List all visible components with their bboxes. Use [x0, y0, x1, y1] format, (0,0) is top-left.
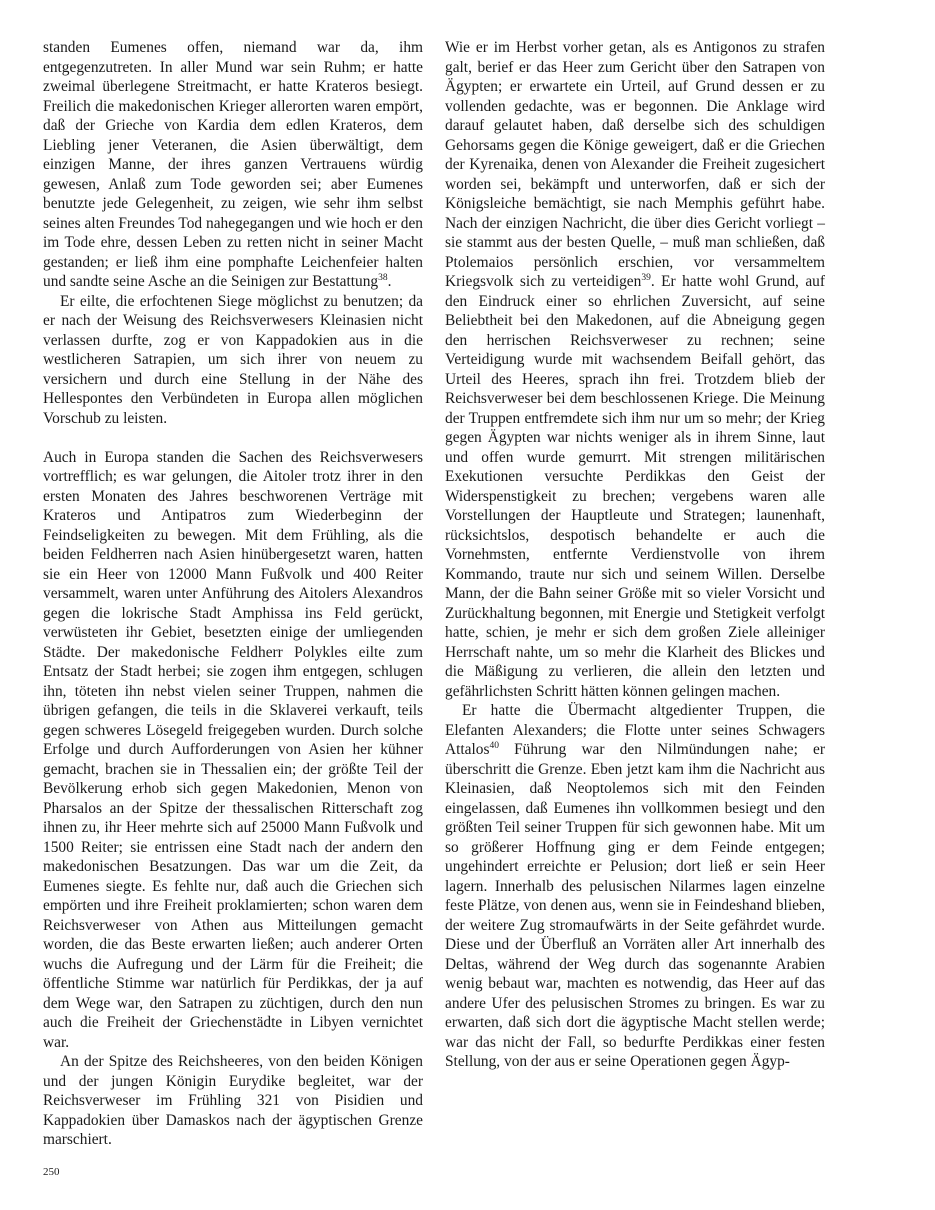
right-column: [445, 38, 825, 1072]
paragraph-text: Auch in Europa standen die Sachen des Reichsverwesers vortrefflich; es war gelungen, die Aitoler trotz ihrer in den ersten Monaten des Jahres beschworenen Verträge mit Krateros und Antipatros zum Wiederbeginn der Feindseligkeiten zu bewegen. Mit dem Frühling, als die beiden Feldherren nach Asien hinübergesetzt waren, hatten sie ein Heer von 12000 Mann Fußvolk und 400 Reiter versammelt, waren unter Anführung des Aitolers Alexandros gegen die lokrische Stadt Amphissa ins Feld gerückt, verwüsteten ihr Gebiet, besetzten einige der umliegenden Städte. Der makedonische Feldherr Polykles eilte zum Entsatz der Stadt herbei; sie zogen ihm entgegen, schlugen ihn, töteten ihn nebst vielen seiner Truppen, nahmen die übrigen gefangen, die teils in die Sklaverei verkauft, teils gegen schweres Lösegeld freigegeben wurden. Durch solche Erfolge und durch Aufforderungen von Asien her kühner gemacht, brachen sie in Thessalien ein; der größte Teil der Bevölkerung erhob sich gegen Makedonien, Menon von Pharsalos an der Spitze der thessalischen Ritterschaft zog ihnen zu, ihr Heer mehrte sich auf 25000 Mann Fußvolk und 1500 Reiter; sie entrissen eine Stadt nach der andern den makedonischen Besatzungen. Das war um die Zeit, da Eumenes siegte. Es fehlte nur, daß auch die Griechen sich empörten und ihre Freiheit proklamierten; schon waren dem Reichsverweser von Athen aus Mitteilungen gemacht worden, die das Beste erwarten ließen; auch anderer Orten wuchs die Aufregung und der Lärm für die Freiheit; die öffentliche Stimme war natürlich für Perdikkas, der ja auf dem Wege war, den Satrapen zu züchtigen, durch den nun auch die Freiheit der Griechenstädte in Libyen vernichtet war.: [43, 448, 423, 1051]
paragraph-text: .: [387, 273, 392, 290]
paragraph-text: Führung war den Nilmündungen nahe; er überschritt die Grenze. Eben jetzt kam ihm die Nachricht aus Kleinasien, daß Neoptolemos sich mit den Feinden eingelassen, daß Eumenes ihn vollkommen besiegt und den größten Teil seiner Truppen für sich gewonnen habe. Mit um so größerer Hoffnung ging er dem Feinde entgegen; ungehindert erreichte er Pelusion; dort ließ er sein Heer lagern. Innerhalb des pelusischen Nilarmes lagen einzelne feste Plätze, von denen aus, wenn sie in Feindeshand blieben, der weitere Zug stromaufwärts in der Seite gefährdet wurde. Diese und der Überfluß an Vorräten aller Art innerhalb des Deltas, während der Weg durch das sogenannte Arabien wenig bebaut war, machten es notwendig, das Heer auf das andere Ufer des pelusischen Stromes zu bringen. Es war zu erwarten, daß sich dort die ägyptische Macht stellen werde; war das nicht der Fall, so bedurfte Perdikkas einer festen Stellung, von der aus er seine Operationen gegen Ägyp-: [445, 741, 825, 1070]
paragraph: [43, 1052, 423, 1150]
paragraph-text: Er eilte, die erfochtenen Siege möglichst zu benutzen; da er nach der Weisung des Reichsverwesers Kleinasien nicht verlassen durfte, zog er von Kappadokien aus in die westlicheren Satrapien, um sich ihrer von neuem zu versichern und durch eine Stellung in der Nähe des Hellespontes den Verbündeten in Europa allen möglichen Vorschub zu leisten.: [43, 292, 423, 427]
left-column: [43, 38, 423, 1150]
paragraph-text: Wie er im Herbst vorher getan, als es Antigonos zu strafen galt, berief er das Heer zum Gericht über den Satrapen von Ägypten; er erwartete ein Urteil, auf Grund dessen er zu vollenden gedachte, was er begonnen. Die Anklage wird darauf gelautet haben, daß derselbe sich des schuldigen Gehorsams gegen die Könige geweigert, daß er die Griechen der Kyrenaika, denen von Alexander die Freiheit zugesichert worden sei, bekämpft und unterworfen, daß er sich der Königsleiche bemächtigt, sie nach Memphis geführt habe. Nach der einzigen Nachricht, die über dies Gericht vorliegt – sie stammt aus der besten Quelle, – muß man schließen, daß Ptolemaios persönlich erschien, vor versammeltem Kriegsvolk sich zu verteidigen: [445, 39, 825, 290]
footnote-ref: 40: [489, 741, 499, 751]
paragraph-text: standen Eumenes offen, niemand war da, ihm entgegenzutreten. In aller Mund war sein Ruhm; er hatte zweimal überlegene Streitmacht, er hatte Krateros besiegt. Freilich die makedonischen Krieger allerorten waren empört, daß der Grieche von Kardia dem edlen Krateros, dem Liebling jener Veteranen, die Asien überwältigt, dem einzigen Manne, der ihres ganzen Vertrauens würdig gewesen, Anlaß zum Tode geworden sei; aber Eumenes benutzte jede Gelegenheit, zu zeigen, wie sehr ihm selbst seines alten Freundes Tod nahegegangen und wie hoch er den im Tode ehre, dessen Leben zu retten nicht in seiner Macht gestanden; er ließ ihm eine pomphafte Leichenfeier halten und sandte seine Asche an die Seinigen zur Bestattung: [43, 39, 423, 290]
paragraph: [43, 448, 423, 1053]
paragraph-text: . Er hatte wohl Grund, auf den Eindruck einer so ehrlichen Zuversicht, auf seine Beliebtheit bei den Makedonen, auf die Abneigung gegen den herrischen Reichsverweser zu rechnen; seine Verteidigung wurde mit wachsendem Beifall gehört, das Urteil des Heeres, sprach ihn frei. Trotzdem blieb der Reichsverweser bei dem beschlossenen Kriege. Die Meinung der Truppen entfremdete sich ihm nur um so mehr; der Krieg gegen Ägypten war nichts weniger als in ihrem Sinne, laut und offen wurde gemurrt. Mit strengen militärischen Exekutionen versuchte Perdikkas den Geist der Widerspenstigkeit zu brechen; vergebens waren alle Vorstellungen der Hauptleute und Strategen; launenhaft, rücksichtslos, despotisch behandelte er auch die Vornehmsten, entfernte Verdienstvolle von ihrem Kommando, traute nur sich und seinem Willen. Derselbe Mann, der die Bahn seiner Größe mit so vieler Vorsicht und Zurückhaltung begonnen, mit Energie und Stetigkeit verfolgt hatte, schien, je mehr er sich dem großen Ziele alleiniger Herrschaft nahte, um so mehr die Klarheit des Blickes und die Mäßigung zu verlieren, die allein den letzten und gefährlichsten Schritt hätten können gelingen machen.: [445, 273, 825, 700]
paragraph: [445, 701, 825, 1072]
paragraph-text: An der Spitze des Reichsheeres, von den beiden Königen und der jungen Königin Eurydike begleitet, war der Reichsverweser im Frühling 321 von Pisidien und Kappadokien über Damaskos nach der ägyptischen Grenze marschiert.: [43, 1053, 423, 1148]
footnote-ref: 38: [378, 273, 388, 283]
page-number: 250: [43, 1166, 60, 1178]
paragraph: [43, 38, 423, 292]
paragraph: [43, 292, 423, 429]
footnote-ref: 39: [641, 273, 651, 283]
paragraph-text: Er hatte die Übermacht altgedienter Truppen, die Elefanten Alexanders; die Flotte unter seines Schwagers Attalos: [445, 702, 825, 758]
paragraph: [445, 38, 825, 701]
